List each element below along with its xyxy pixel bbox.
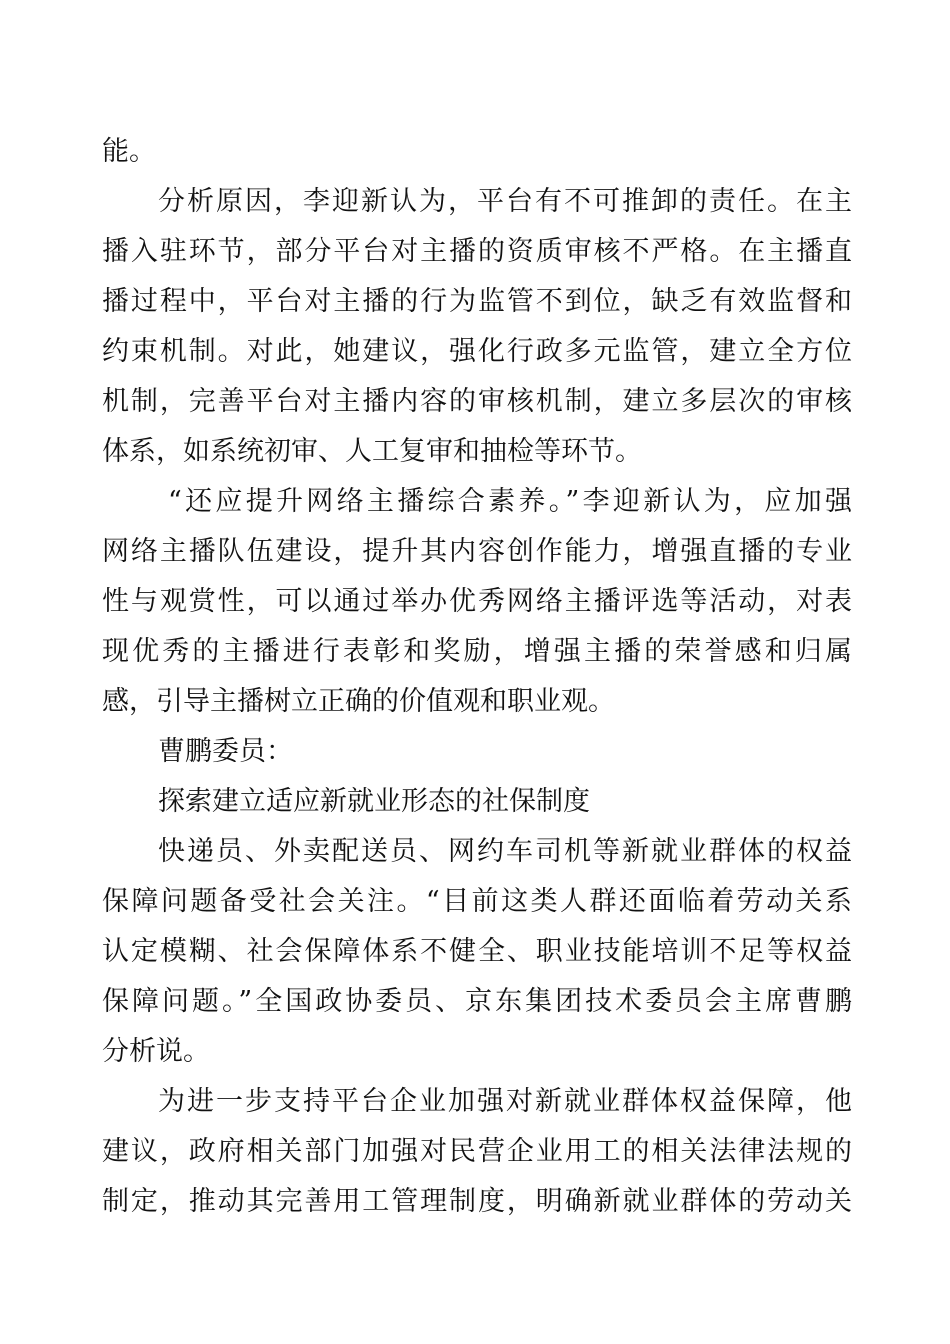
paragraph-line: 能。 bbox=[102, 136, 156, 167]
paragraph-line: 网络主播队伍建设，提升其内容创作能力，增强直播的专业 bbox=[102, 536, 852, 567]
paragraph-line: 约束机制。对此，她建议，强化行政多元监管，建立全方位 bbox=[102, 336, 852, 367]
paragraph-line: 认定模糊、社会保障体系不健全、职业技能培训不足等权益 bbox=[102, 936, 852, 967]
paragraph-line: 现优秀的主播进行表彰和奖励，增强主播的荣誉感和归属 bbox=[102, 636, 852, 667]
paragraph-line: 播入驻环节，部分平台对主播的资质审核不严格。在主播直 bbox=[102, 236, 852, 267]
paragraph-line: 快递员、外卖配送员、网约车司机等新就业群体的权益 bbox=[158, 836, 852, 867]
paragraph-line: 感，引导主播树立正确的价值观和职业观。 bbox=[102, 686, 615, 717]
paragraph-line: “还应提升网络主播综合素养。”李迎新认为，应加强 bbox=[168, 486, 852, 517]
paragraph-line: 机制，完善平台对主播内容的审核机制，建立多层次的审核 bbox=[102, 386, 852, 417]
paragraph-line: 保障问题。”全国政协委员、京东集团技术委员会主席曹鹏 bbox=[102, 986, 852, 1017]
paragraph-line: 体系，如系统初审、人工复审和抽检等环节。 bbox=[102, 436, 642, 467]
paragraph-line: 性与观赏性，可以通过举办优秀网络主播评选等活动，对表 bbox=[102, 586, 852, 617]
paragraph-line: 建议，政府相关部门加强对民营企业用工的相关法律法规的 bbox=[102, 1136, 852, 1167]
section-speaker: 曹鹏委员： bbox=[158, 736, 293, 767]
paragraph-line: 保障问题备受社会关注。“目前这类人群还面临着劳动关系 bbox=[102, 886, 852, 917]
paragraph-line: 分析说。 bbox=[102, 1036, 210, 1067]
paragraph-line: 分析原因，李迎新认为，平台有不可推卸的责任。在主 bbox=[158, 186, 852, 217]
paragraph-line: 制定，推动其完善用工管理制度，明确新就业群体的劳动关 bbox=[102, 1186, 852, 1217]
section-heading: 探索建立适应新就业形态的社保制度 bbox=[158, 786, 590, 817]
paragraph-line: 播过程中，平台对主播的行为监管不到位，缺乏有效监督和 bbox=[102, 286, 852, 317]
paragraph-line: 为进一步支持平台企业加强对新就业群体权益保障，他 bbox=[158, 1086, 852, 1117]
